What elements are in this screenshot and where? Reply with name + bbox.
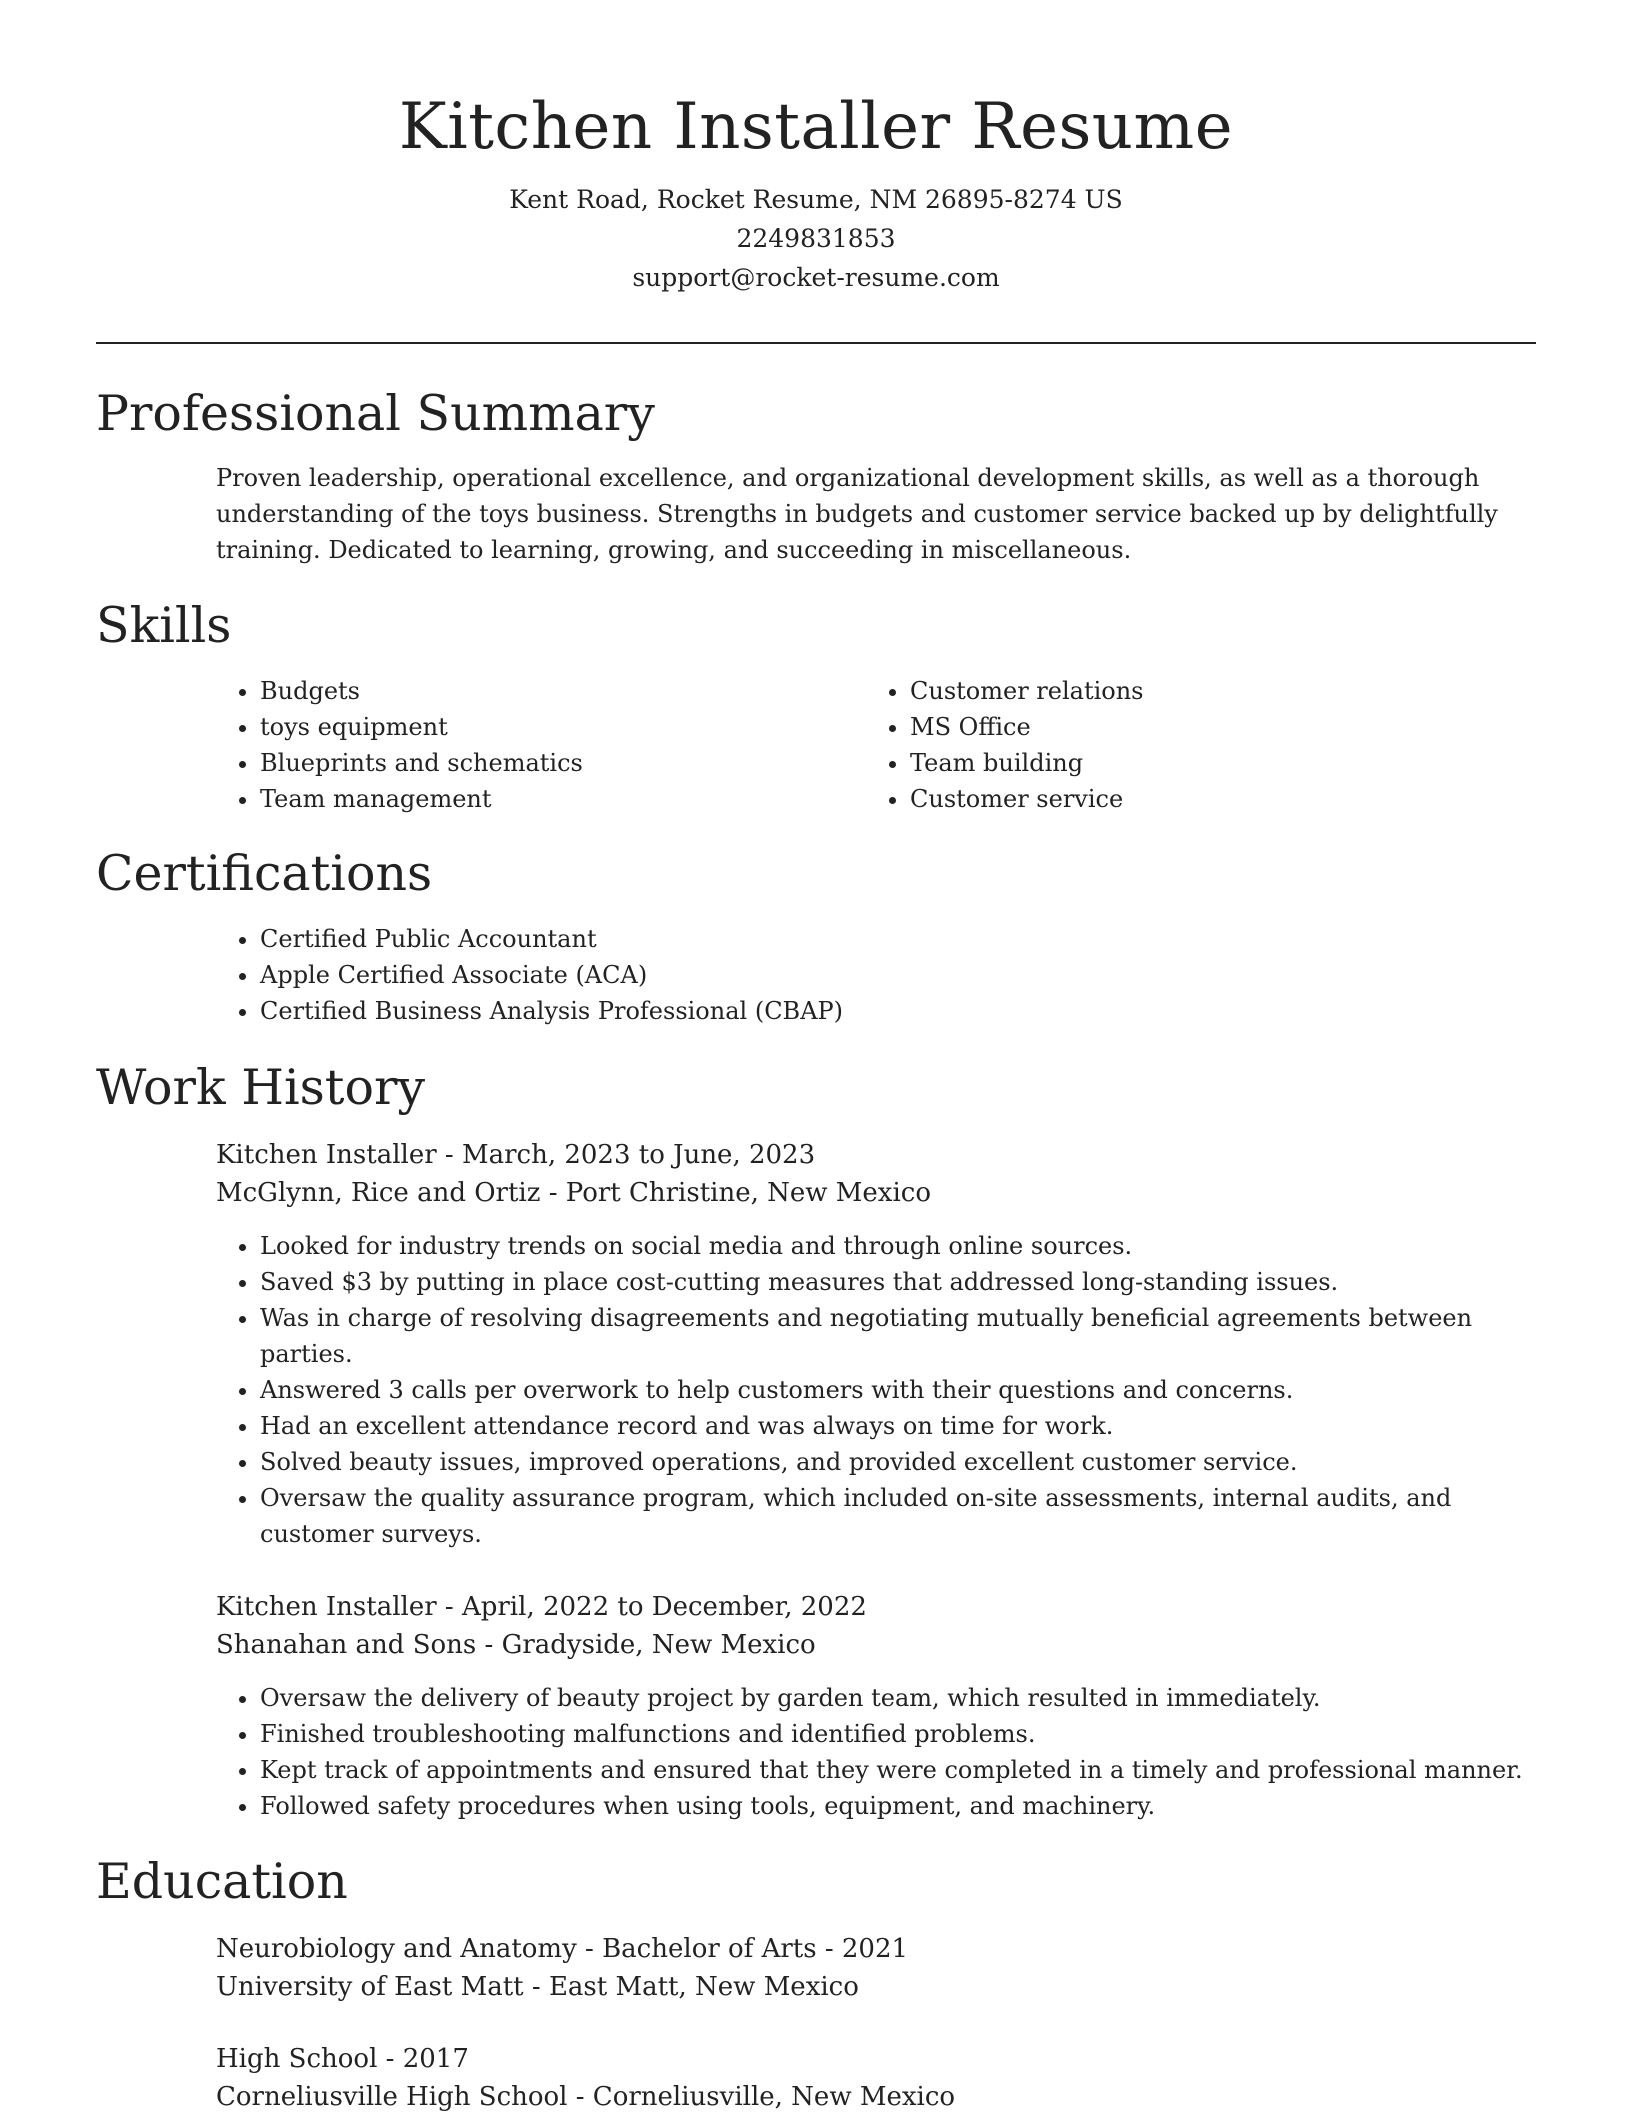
certifications-list [216,921,1536,1029]
job-bullet: • Kept track of appointments and ensured that they were completed in a timely and professional manner. [260,1752,1536,1788]
job-entry [216,1136,1536,1552]
education-school-line: University of East Matt - East Matt, New Mexico [216,1972,859,2002]
education-entry [216,1930,1536,2006]
job-company-line: Shanahan and Sons - Gradyside, New Mexico [216,1630,816,1660]
job-bullet: • Oversaw the quality assurance program, which included on-site assessments, internal audits, and customer surveys. [260,1480,1536,1552]
job-bullet: • Finished troubleshooting malfunctions and identified problems. [260,1716,1536,1752]
job-bullet: • Was in charge of resolving disagreements and negotiating mutually beneficial agreements between parties. [260,1300,1536,1372]
job-company-line: McGlynn, Rice and Ortiz - Port Christine, New Mexico [216,1178,931,1208]
education-school-line: Corneliusville High School - Corneliusville, New Mexico [216,2082,956,2112]
contact-email: support@rocket-resume.com [632,263,1000,292]
job-title-line: Kitchen Installer - April, 2022 to December, 2022 [216,1592,867,1622]
summary-text: Proven leadership, operational excellence, and organizational development skills, as well as a thorough understanding of the toys business. Strengths in budgets and customer service backed up by delightfully training. Dedicated to learning, growing, and succeeding in miscellaneous. [216,464,1498,564]
summary-heading: Professional Summary [96,385,655,442]
contact-block [0,180,1632,297]
job-bullet: • Looked for industry trends on social media and through online sources. [260,1228,1536,1264]
education-heading: Education [96,1853,348,1910]
skills-section [216,673,1536,817]
skill-item: • Blueprints and schematics [260,745,866,781]
certification-item: • Apple Certified Associate (ACA) [260,957,1536,993]
job-bullet: • Answered 3 calls per overwork to help customers with their questions and concerns. [260,1372,1536,1408]
skill-item: • Budgets [260,673,866,709]
skills-list-right [866,673,1516,817]
job-bullet: • Solved beauty issues, improved operations, and provided excellent customer service. [260,1444,1536,1480]
education-degree-line: High School - 2017 [216,2044,469,2074]
job-bullet: • Followed safety procedures when using tools, equipment, and machinery. [260,1788,1536,1824]
contact-phone: 2249831853 [736,224,896,253]
skills-heading: Skills [96,597,232,654]
certifications-heading: Certifications [96,845,433,902]
certifications-section [216,921,1536,1029]
skill-item: • Team management [260,781,866,817]
certification-item: • Certified Public Accountant [260,921,1536,957]
skills-list-left [216,673,866,817]
job-bullet: • Oversaw the delivery of beauty project by garden team, which resulted in immediately. [260,1680,1536,1716]
job-bullets [216,1680,1536,1824]
education-degree-line: Neurobiology and Anatomy - Bachelor of Arts - 2021 [216,1934,909,1964]
summary-section [216,460,1536,568]
header-divider [96,342,1536,344]
job-bullet: • Had an excellent attendance record and was always on time for work. [260,1408,1536,1444]
skill-item: • toys equipment [260,709,866,745]
skill-item: • Team building [910,745,1516,781]
job-title-line: Kitchen Installer - March, 2023 to June, 2023 [216,1140,816,1170]
skill-item: • MS Office [910,709,1516,745]
skill-item: • Customer relations [910,673,1516,709]
skill-item: • Customer service [910,781,1516,817]
job-entry [216,1588,1536,1824]
education-entry [216,2040,1536,2116]
certification-item: • Certified Business Analysis Professional (CBAP) [260,993,1536,1029]
resume-header [0,84,1632,297]
contact-address: Kent Road, Rocket Resume, NM 26895-8274 US [509,185,1123,214]
resume-title: Kitchen Installer Resume [398,90,1234,164]
job-bullets [216,1228,1536,1552]
work-history-heading: Work History [96,1059,426,1116]
job-bullet: • Saved $3 by putting in place cost-cutting measures that addressed long-standing issues. [260,1264,1536,1300]
